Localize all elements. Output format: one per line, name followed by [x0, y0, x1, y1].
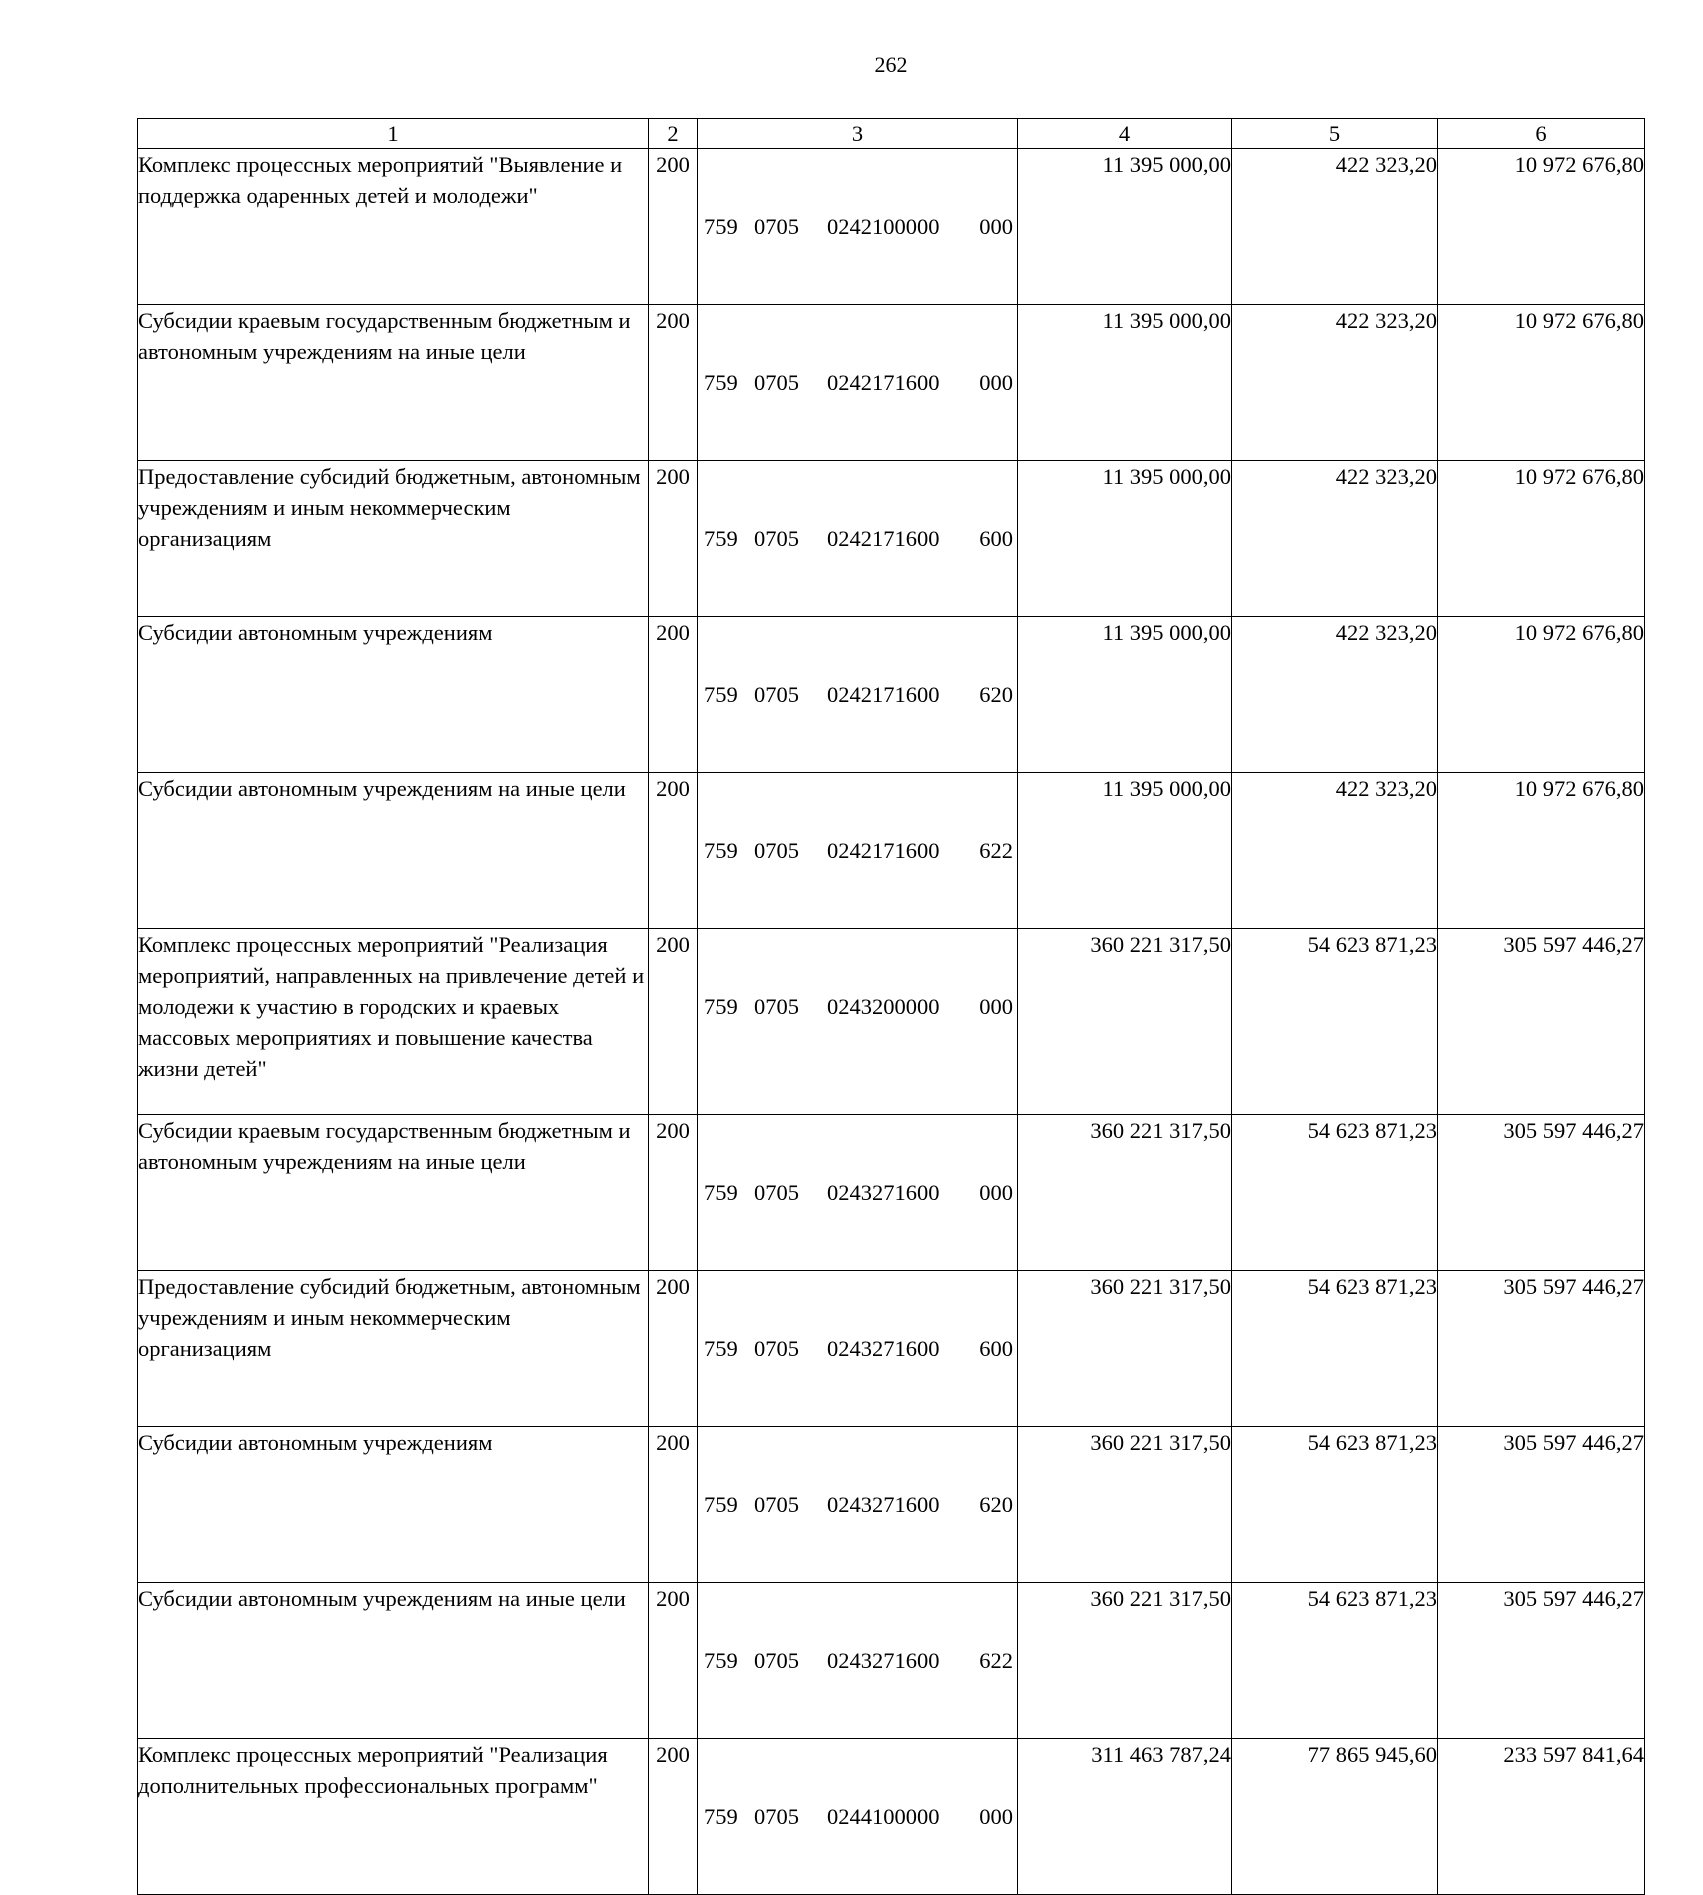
row-col5: 77 865 945,60	[1232, 1739, 1438, 1895]
row-code-k2: 0705	[754, 1180, 799, 1205]
row-code-k4: 620	[979, 682, 1013, 707]
page-number: 262	[874, 52, 908, 77]
row-col6: 233 597 841,64	[1438, 1739, 1645, 1895]
row-code-k1: 759	[704, 214, 738, 239]
row-code-k4: 000	[979, 994, 1013, 1019]
row-code	[698, 773, 1018, 929]
row-name: Предоставление субсидий бюджетным, автономным учреждениям и иным некоммерческим организациям	[138, 461, 649, 617]
row-code-k4: 622	[979, 1648, 1013, 1673]
row-code-k4: 000	[979, 214, 1013, 239]
row-col4: 360 221 317,50	[1018, 1427, 1232, 1583]
row-col6: 10 972 676,80	[1438, 773, 1645, 929]
header-row	[138, 119, 1645, 149]
row-col5: 422 323,20	[1232, 461, 1438, 617]
row-code-k1: 759	[704, 1492, 738, 1517]
row-code-k4: 000	[979, 370, 1013, 395]
row-col5: 422 323,20	[1232, 617, 1438, 773]
row-col5: 54 623 871,23	[1232, 1115, 1438, 1271]
row-code-k4: 620	[979, 1492, 1013, 1517]
row-code	[698, 305, 1018, 461]
row-name: Субсидии краевым государственным бюджетным и автономным учреждениям на иные цели	[138, 305, 649, 461]
row-name: Субсидии автономным учреждениям	[138, 1427, 649, 1583]
row-col6: 305 597 446,27	[1438, 1115, 1645, 1271]
row-name: Субсидии автономным учреждениям на иные цели	[138, 1583, 649, 1739]
row-code-k2: 0705	[754, 682, 799, 707]
row-code-k2: 0705	[754, 838, 799, 863]
row-col2: 200	[649, 1427, 698, 1583]
row-col2: 200	[649, 149, 698, 305]
row-col2: 200	[649, 305, 698, 461]
row-code-k3: 0242171600	[827, 682, 940, 707]
row-code-k2: 0705	[754, 994, 799, 1019]
row-code	[698, 461, 1018, 617]
row-code-k1: 759	[704, 1648, 738, 1673]
table-row	[138, 1739, 1645, 1895]
row-code-k1: 759	[704, 994, 738, 1019]
table-row	[138, 149, 1645, 305]
row-col6: 305 597 446,27	[1438, 1583, 1645, 1739]
row-code-k3: 0242171600	[827, 526, 940, 551]
row-col6: 10 972 676,80	[1438, 149, 1645, 305]
row-code-k2: 0705	[754, 1804, 799, 1829]
table-row	[138, 1583, 1645, 1739]
row-code-k1: 759	[704, 526, 738, 551]
row-code-k2: 0705	[754, 526, 799, 551]
row-name: Субсидии краевым государственным бюджетным и автономным учреждениям на иные цели	[138, 1115, 649, 1271]
row-code	[698, 1115, 1018, 1271]
table-row	[138, 1427, 1645, 1583]
row-col6: 10 972 676,80	[1438, 461, 1645, 617]
row-code-k3: 0242171600	[827, 370, 940, 395]
row-col2: 200	[649, 1583, 698, 1739]
row-col2: 200	[649, 1271, 698, 1427]
row-code-k4: 600	[979, 1336, 1013, 1361]
budget-table	[137, 118, 1645, 1895]
row-code-k1: 759	[704, 1180, 738, 1205]
row-code-k2: 0705	[754, 1492, 799, 1517]
row-col6: 10 972 676,80	[1438, 305, 1645, 461]
header-col-5: 5	[1232, 119, 1438, 149]
row-col6: 305 597 446,27	[1438, 1271, 1645, 1427]
row-code-k1: 759	[704, 838, 738, 863]
row-code-k4: 000	[979, 1180, 1013, 1205]
row-col4: 11 395 000,00	[1018, 617, 1232, 773]
row-name: Комплекс процессных мероприятий "Реализация мероприятий, направленных на привлечение детей и молодежи к участию в городских и краевых массовых мероприятиях и повышение качества жизни детей"	[138, 929, 649, 1115]
row-col6: 305 597 446,27	[1438, 929, 1645, 1115]
header-col-4: 4	[1018, 119, 1232, 149]
row-code-k1: 759	[704, 370, 738, 395]
table-row	[138, 773, 1645, 929]
row-name: Комплекс процессных мероприятий "Реализация дополнительных профессиональных программ"	[138, 1739, 649, 1895]
row-col6: 10 972 676,80	[1438, 617, 1645, 773]
row-col5: 422 323,20	[1232, 305, 1438, 461]
row-col2: 200	[649, 1115, 698, 1271]
row-code	[698, 617, 1018, 773]
table-row	[138, 1271, 1645, 1427]
row-code-k3: 0242100000	[827, 214, 940, 239]
row-col5: 54 623 871,23	[1232, 1271, 1438, 1427]
row-col2: 200	[649, 1739, 698, 1895]
row-code	[698, 149, 1018, 305]
row-col4: 11 395 000,00	[1018, 149, 1232, 305]
row-col4: 360 221 317,50	[1018, 1115, 1232, 1271]
row-code-k3: 0243271600	[827, 1180, 940, 1205]
table-row	[138, 305, 1645, 461]
header-col-3: 3	[698, 119, 1018, 149]
row-name: Субсидии автономным учреждениям на иные цели	[138, 773, 649, 929]
row-col5: 54 623 871,23	[1232, 929, 1438, 1115]
row-code	[698, 929, 1018, 1115]
row-col2: 200	[649, 617, 698, 773]
row-code-k2: 0705	[754, 370, 799, 395]
row-col4: 360 221 317,50	[1018, 929, 1232, 1115]
row-name: Субсидии автономным учреждениям	[138, 617, 649, 773]
row-col4: 11 395 000,00	[1018, 773, 1232, 929]
row-col5: 54 623 871,23	[1232, 1583, 1438, 1739]
table-row	[138, 929, 1645, 1115]
row-code-k1: 759	[704, 682, 738, 707]
header-col-6: 6	[1438, 119, 1645, 149]
row-code-k3: 0243271600	[827, 1336, 940, 1361]
row-code-k3: 0244100000	[827, 1804, 940, 1829]
header-col-1: 1	[138, 119, 649, 149]
row-code-k4: 000	[979, 1804, 1013, 1829]
row-code-k1: 759	[704, 1336, 738, 1361]
row-col4: 360 221 317,50	[1018, 1583, 1232, 1739]
header-col-2: 2	[649, 119, 698, 149]
table-row	[138, 461, 1645, 617]
row-code-k3: 0243200000	[827, 994, 940, 1019]
row-code-k2: 0705	[754, 1648, 799, 1673]
table-row	[138, 1115, 1645, 1271]
row-code-k3: 0243271600	[827, 1648, 940, 1673]
row-name: Предоставление субсидий бюджетным, автономным учреждениям и иным некоммерческим организациям	[138, 1271, 649, 1427]
row-col6: 305 597 446,27	[1438, 1427, 1645, 1583]
row-code-k2: 0705	[754, 1336, 799, 1361]
row-code	[698, 1427, 1018, 1583]
row-code-k4: 622	[979, 838, 1013, 863]
row-col4: 11 395 000,00	[1018, 461, 1232, 617]
row-col5: 54 623 871,23	[1232, 1427, 1438, 1583]
row-code-k3: 0242171600	[827, 838, 940, 863]
row-code-k3: 0243271600	[827, 1492, 940, 1517]
row-col4: 311 463 787,24	[1018, 1739, 1232, 1895]
row-code-k4: 600	[979, 526, 1013, 551]
row-code-k1: 759	[704, 1804, 738, 1829]
row-col5: 422 323,20	[1232, 773, 1438, 929]
row-col5: 422 323,20	[1232, 149, 1438, 305]
row-col4: 360 221 317,50	[1018, 1271, 1232, 1427]
row-code-k2: 0705	[754, 214, 799, 239]
row-code	[698, 1583, 1018, 1739]
row-code	[698, 1739, 1018, 1895]
row-code	[698, 1271, 1018, 1427]
row-col2: 200	[649, 461, 698, 617]
row-col4: 11 395 000,00	[1018, 305, 1232, 461]
row-col2: 200	[649, 773, 698, 929]
row-col2: 200	[649, 929, 698, 1115]
table-row	[138, 617, 1645, 773]
row-name: Комплекс процессных мероприятий "Выявление и поддержка одаренных детей и молодежи"	[138, 149, 649, 305]
